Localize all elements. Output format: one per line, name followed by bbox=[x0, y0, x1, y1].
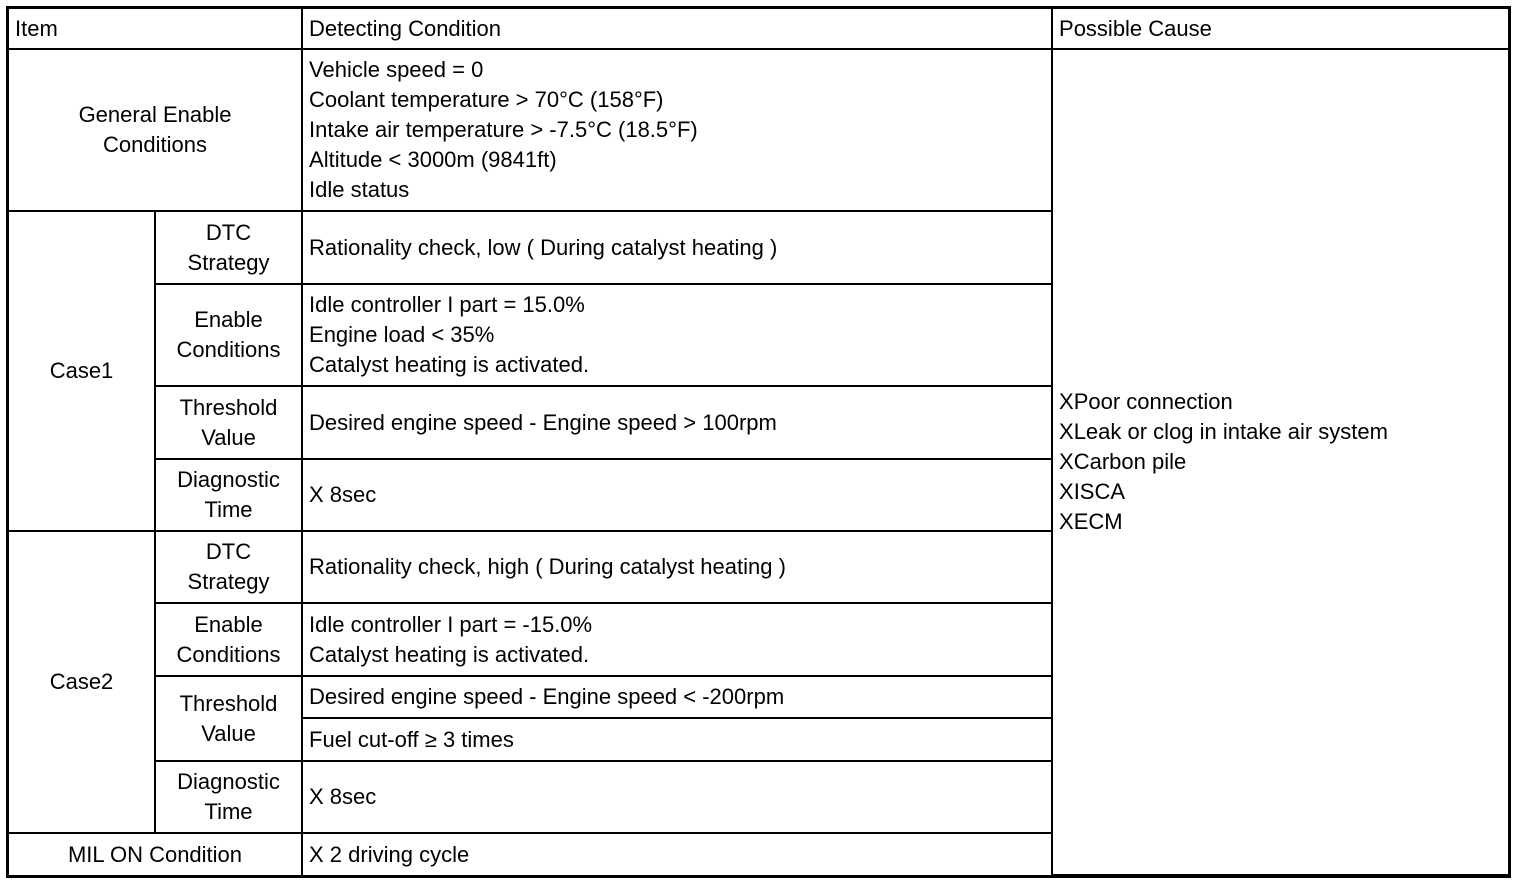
cause-item: XPoor connection bbox=[1059, 389, 1233, 414]
header-row bbox=[9, 9, 1508, 49]
case1-enable-label: Enable Conditions bbox=[155, 284, 302, 386]
case1-dtc-value: Rationality check, low ( During catalyst heating ) bbox=[302, 211, 1052, 284]
cause-item: XISCA bbox=[1059, 479, 1126, 504]
cause-item: XECM bbox=[1059, 509, 1123, 534]
possible-cause-list bbox=[1052, 49, 1508, 875]
dtc-detection-table bbox=[9, 9, 1508, 876]
case1-label: Case1 bbox=[9, 211, 155, 531]
case2-enable-conditions: Idle controller I part = -15.0% Catalyst heating is activated. bbox=[302, 603, 1052, 676]
header-possible-cause: Possible Cause bbox=[1052, 9, 1508, 49]
case1-threshold-label: Threshold Value bbox=[155, 386, 302, 459]
case1-time-value: X 8sec bbox=[302, 459, 1052, 531]
header-item: Item bbox=[9, 9, 302, 49]
mil-value: X 2 driving cycle bbox=[302, 833, 1052, 875]
case2-time-value: X 8sec bbox=[302, 761, 1052, 833]
case2-enable-label: Enable Conditions bbox=[155, 603, 302, 676]
case2-threshold-value-2: Fuel cut-off ≥ 3 times bbox=[302, 718, 1052, 761]
case1-threshold-value: Desired engine speed - Engine speed > 100rpm bbox=[302, 386, 1052, 459]
case2-dtc-value: Rationality check, high ( During catalyst heating ) bbox=[302, 531, 1052, 603]
case1-enable-conditions: Idle controller I part = 15.0% Engine load < 35% Catalyst heating is activated. bbox=[302, 284, 1052, 386]
cause-item: XCarbon pile bbox=[1059, 449, 1187, 474]
case2-threshold-value-1: Desired engine speed - Engine speed < -200rpm bbox=[302, 676, 1052, 718]
dtc-table-frame bbox=[6, 6, 1511, 878]
case1-dtc-label: DTC Strategy bbox=[155, 211, 302, 284]
cause-item: XLeak or clog in intake air system bbox=[1059, 419, 1388, 444]
header-detecting-condition: Detecting Condition bbox=[302, 9, 1052, 49]
case2-dtc-label: DTC Strategy bbox=[155, 531, 302, 603]
case2-time-label: Diagnostic Time bbox=[155, 761, 302, 833]
mil-label: MIL ON Condition bbox=[9, 833, 302, 875]
general-enable-conditions: Vehicle speed = 0 Coolant temperature > 70°C (158°F) Intake air temperature > -7.5°C (18.5°F) Altitude < 3000m (9841ft) Idle status bbox=[302, 49, 1052, 211]
case2-label: Case2 bbox=[9, 531, 155, 833]
general-enable-label: General Enable Conditions bbox=[9, 49, 302, 211]
general-enable-row bbox=[9, 49, 1508, 211]
case2-threshold-label: Threshold Value bbox=[155, 676, 302, 761]
case1-time-label: Diagnostic Time bbox=[155, 459, 302, 531]
